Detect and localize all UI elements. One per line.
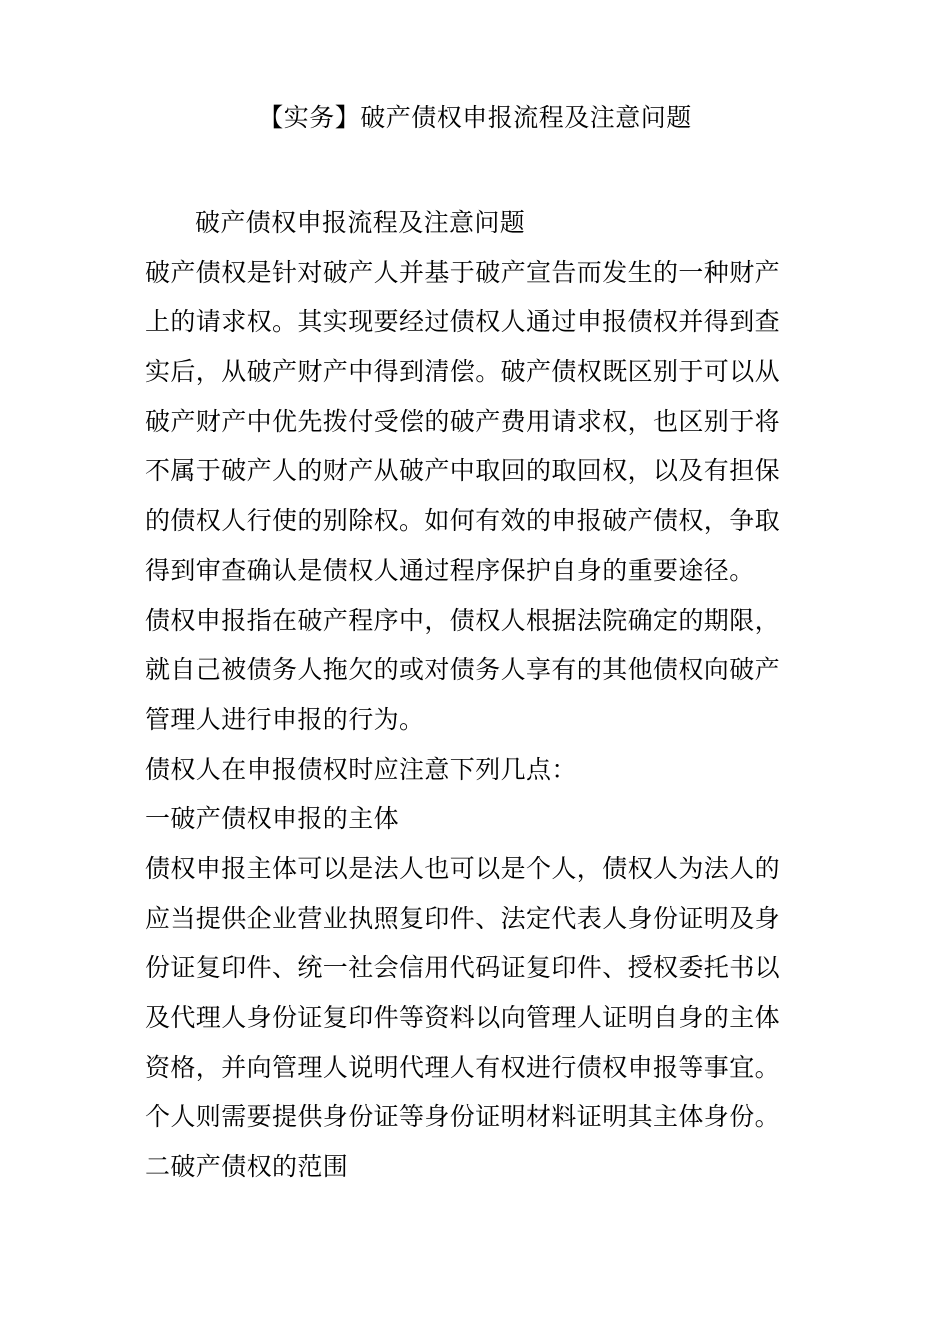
document-title: 【实务】破产债权申报流程及注意问题 (258, 103, 692, 132)
paragraph-line: 债权申报指在破产程序中，债权人根据法院确定的期限， (145, 605, 781, 635)
document-body (145, 198, 790, 1192)
paragraph-line: 个人则需要提供身份证等身份证明材料证明其主体身份。 (145, 1102, 781, 1132)
paragraph-line: 及代理人身份证复印件等资料以向管理人证明自身的主体 (145, 1003, 781, 1032)
paragraph-line: 就自己被债务人拖欠的或对债务人享有的其他债权向破产 (145, 655, 781, 685)
paragraph-line: 破产财产中优先拨付受偿的破产费用请求权，也区别于将 (145, 406, 781, 436)
paragraph-line: 债权申报主体可以是法人也可以是个人，债权人为法人的 (145, 853, 781, 883)
paragraph-line: 的债权人行使的别除权。如何有效的申报破产债权，争取 (145, 506, 781, 536)
paragraph-line: 管理人进行申报的行为。 (145, 704, 425, 734)
paragraph-line: 实后，从破产财产中得到清偿。破产债权既区别于可以从 (145, 357, 781, 387)
paragraph-line: 破产债权是针对破产人并基于破产宣告而发生的一种财产 (145, 257, 781, 287)
section-heading: 二破产债权的范围 (145, 1152, 349, 1182)
section-heading: 一破产债权申报的主体 (145, 804, 400, 834)
paragraph-line: 资格，并向管理人说明代理人有权进行债权申报等事宜。 (145, 1052, 781, 1082)
paragraph-line: 得到审查确认是债权人通过程序保护自身的重要途径。 (145, 555, 755, 585)
paragraph-line: 债权人在申报债权时应注意下列几点： (145, 754, 577, 784)
subtitle-line: 破产债权申报流程及注意问题 (195, 208, 526, 237)
paragraph-line: 应当提供企业营业执照复印件、法定代表人身份证明及身 (145, 903, 781, 933)
paragraph-line: 份证复印件、统一社会信用代码证复印件、授权委托书以 (145, 953, 781, 983)
paragraph-line: 不属于破产人的财产从破产中取回的取回权，以及有担保 (145, 456, 781, 486)
paragraph-line: 上的请求权。其实现要经过债权人通过申报债权并得到查 (145, 307, 781, 337)
